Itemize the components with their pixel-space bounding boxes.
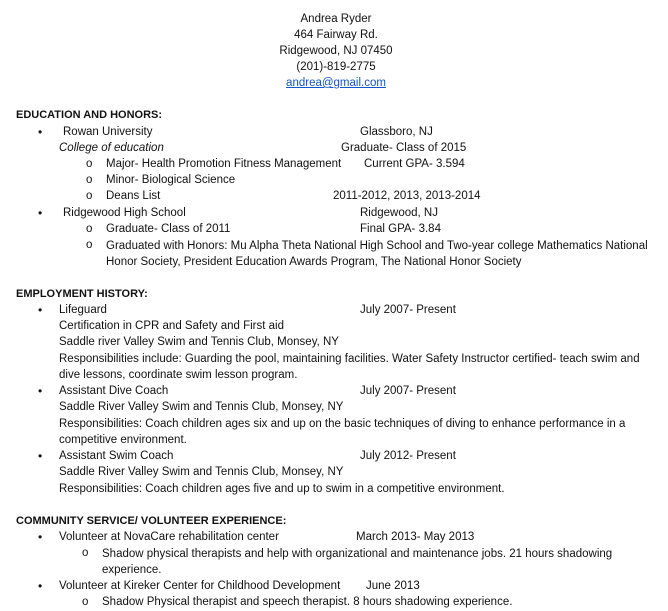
dive-coach-place: Saddle River Valley Swim and Tennis Club, Monsey, NY <box>59 401 344 413</box>
rowan-college: College of education <box>59 142 164 154</box>
sub-bullet-icon <box>86 157 92 172</box>
bullet-icon <box>38 579 42 594</box>
ridgewood-school: Ridgewood High School <box>63 207 186 219</box>
bullet-icon <box>38 449 42 464</box>
community-heading: COMMUNITY SERVICE/ VOLUNTEER EXPERIENCE: <box>16 515 287 527</box>
dive-coach-title: Assistant Dive Coach <box>59 385 169 397</box>
bullet-icon <box>38 530 42 545</box>
novacare-title: Volunteer at NovaCare rehabilitation center <box>59 531 279 543</box>
lifeguard-place: Saddle river Valley Swim and Tennis Club, Monsey, NY <box>59 336 339 348</box>
kireker-detail: Shadow Physical therapist and speech therapist. 8 hours shadowing experience. <box>102 596 513 608</box>
novacare-detail: Shadow physical therapists and help with organizational and maintenance jobs. 21 hours shadowing experience. <box>102 548 613 576</box>
bullet-icon <box>38 384 42 399</box>
address-line-2: Ridgewood, NJ 07450 <box>279 45 393 57</box>
sub-bullet-icon <box>82 595 88 610</box>
sub-bullet-icon <box>86 222 92 237</box>
dive-coach-date: July 2007- Present <box>360 385 456 397</box>
education-heading: EDUCATION AND HONORS: <box>16 109 163 121</box>
rowan-minor: Minor- Biological Science <box>106 174 236 186</box>
kireker-date: June 2013 <box>366 580 420 592</box>
ridgewood-honors: Graduated with Honors: Mu Alpha Theta National High School and Two-year college Mathematics National Honor Society, President Education Awards Program, The National Honor Society <box>106 240 648 268</box>
swim-coach-title: Assistant Swim Coach <box>59 450 174 462</box>
employment-heading: EMPLOYMENT HISTORY: <box>16 288 148 300</box>
lifeguard-certification: Certification in CPR and Safety and First aid <box>59 320 284 332</box>
lifeguard-date: July 2007- Present <box>360 304 456 316</box>
sub-bullet-icon <box>86 238 92 253</box>
address-line-1: 464 Fairway Rd. <box>294 29 378 41</box>
ridgewood-grad: Graduate- Class of 2011 <box>106 223 231 235</box>
kireker-title: Volunteer at Kireker Center for Childhood Development <box>59 580 341 592</box>
lifeguard-responsibilities: Responsibilities include: Guarding the pool, maintaining facilities. Water Safety Instructor certified- teach swim and dive lessons, coordinate swim lesson program. <box>59 353 640 381</box>
rowan-deans-years: 2011-2012, 2013, 2013-2014 <box>333 190 481 202</box>
swim-coach-responsibilities: Responsibilities: Coach children ages five and up to swim in a competitive environment. <box>59 483 505 495</box>
dive-coach-responsibilities: Responsibilities: Coach children ages six and up on the basic techniques of diving to enhance performance in a competitive environment. <box>59 418 626 446</box>
email-link[interactable]: andrea@gmail.com <box>286 77 386 89</box>
rowan-deans-list: Deans List <box>106 190 161 202</box>
lifeguard-title: Lifeguard <box>59 304 107 316</box>
swim-coach-place: Saddle River Valley Swim and Tennis Club, Monsey, NY <box>59 466 344 478</box>
bullet-icon <box>38 125 42 140</box>
sub-bullet-icon <box>86 173 92 188</box>
sub-bullet-icon <box>86 189 92 204</box>
rowan-gpa: Current GPA- 3.594 <box>364 158 465 170</box>
rowan-location: Glassboro, NJ <box>360 126 433 138</box>
ridgewood-location: Ridgewood, NJ <box>360 207 438 219</box>
novacare-date: March 2013- May 2013 <box>356 531 475 543</box>
phone-number: (201)-819-2775 <box>296 61 376 73</box>
rowan-major: Major- Health Promotion Fitness Management <box>106 158 342 170</box>
rowan-school: Rowan University <box>63 126 153 138</box>
candidate-name: Andrea Ryder <box>300 13 372 25</box>
rowan-grad: Graduate- Class of 2015 <box>341 142 467 154</box>
bullet-icon <box>38 303 42 318</box>
email-container <box>0 76 668 91</box>
ridgewood-gpa: Final GPA- 3.84 <box>360 223 441 235</box>
sub-bullet-icon <box>82 546 88 561</box>
bullet-icon <box>38 206 42 221</box>
swim-coach-date: July 2012- Present <box>360 450 456 462</box>
